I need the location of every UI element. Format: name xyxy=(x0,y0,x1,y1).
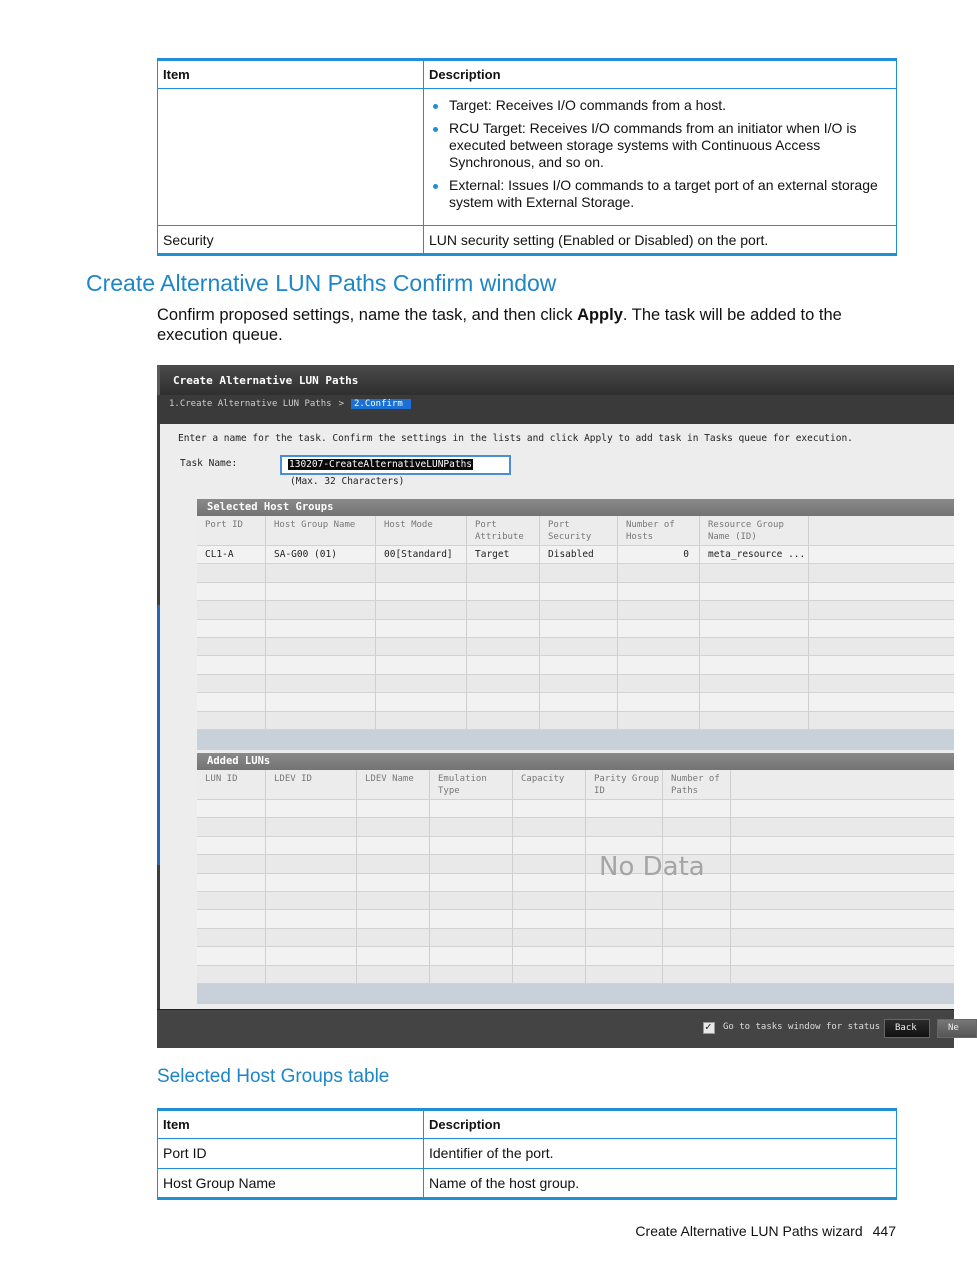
column-header-filler xyxy=(809,516,954,545)
item-cell xyxy=(158,89,424,226)
table-header-row xyxy=(197,516,954,546)
item-header: Item xyxy=(158,60,424,89)
description-header: Description xyxy=(424,60,897,89)
host-groups-table xyxy=(197,516,954,750)
added-luns-table xyxy=(197,770,954,1004)
column-header-resource-group[interactable]: Resource Group Name (ID) xyxy=(700,516,809,545)
breadcrumb-step-1[interactable]: 1.Create Alternative LUN Paths xyxy=(169,399,332,409)
page-footer xyxy=(635,1223,896,1239)
empty-row xyxy=(197,620,954,638)
cell-host-mode: 00[Standard] xyxy=(376,546,467,563)
column-header-number-of-paths[interactable]: Number of Paths xyxy=(663,770,731,799)
description-cell: Identifier of the port. xyxy=(424,1139,897,1169)
instruction-text: Enter a name for the task. Confirm the settings in the lists and click Apply to add task in Tasks queue for execution. xyxy=(178,433,853,444)
empty-row xyxy=(197,966,954,984)
column-header-lun-id[interactable]: LUN ID xyxy=(197,770,266,799)
empty-row xyxy=(197,874,954,892)
list-item: Target: Receives I/O commands from a host. xyxy=(449,97,891,114)
task-name-input[interactable] xyxy=(280,455,511,475)
table-row[interactable] xyxy=(197,546,954,564)
table-header-row xyxy=(197,770,954,800)
cell-filler xyxy=(809,546,954,563)
footer-title: Create Alternative LUN Paths wizard xyxy=(635,1223,863,1239)
table-row xyxy=(158,226,897,255)
column-header-filler xyxy=(731,770,954,799)
empty-row xyxy=(197,564,954,582)
table-header-row xyxy=(158,1110,897,1139)
table-row xyxy=(158,89,897,226)
selected-host-groups-grid xyxy=(197,499,954,748)
column-header-host-group-name[interactable]: Host Group Name xyxy=(266,516,376,545)
empty-row xyxy=(197,693,954,711)
column-header-emulation-type[interactable]: Emulation Type xyxy=(430,770,513,799)
item-header: Item xyxy=(158,1110,424,1139)
list-item: RCU Target: Receives I/O commands from an initiator when I/O is executed between storage systems with Continuous Access Synchronous, and so on. xyxy=(449,120,891,171)
empty-row xyxy=(197,929,954,947)
back-button-label: Back xyxy=(895,1023,917,1033)
grid-title: Added LUNs xyxy=(197,753,954,770)
breadcrumb xyxy=(157,395,954,424)
cell-host-group-name: SA-G00 (01) xyxy=(266,546,376,563)
description-cell: LUN security setting (Enabled or Disabled) on the port. xyxy=(424,226,897,255)
empty-row xyxy=(197,892,954,910)
max-chars-hint: (Max. 32 Characters) xyxy=(290,476,405,487)
empty-row xyxy=(197,583,954,601)
go-to-tasks-label: Go to tasks window for status xyxy=(723,1022,881,1032)
empty-row xyxy=(197,910,954,928)
empty-row xyxy=(197,855,954,873)
intro-text: Confirm proposed settings, name the task, and then click xyxy=(157,306,578,324)
column-header-parity-group-id[interactable]: Parity Group ID xyxy=(586,770,663,799)
empty-row xyxy=(197,947,954,965)
empty-row xyxy=(197,712,954,730)
cell-number-of-hosts: 0 xyxy=(618,546,700,563)
table-row xyxy=(158,1139,897,1169)
cell-port-security: Disabled xyxy=(540,546,618,563)
table-row xyxy=(158,1169,897,1199)
column-header-number-of-hosts[interactable]: Number of Hosts xyxy=(618,516,700,545)
intro-text-end: . The task will be added to the execution queue. xyxy=(157,306,842,344)
next-button[interactable] xyxy=(937,1019,977,1038)
item-cell: Security xyxy=(158,226,424,255)
column-header-port-id[interactable]: Port ID xyxy=(197,516,266,545)
column-header-ldev-name[interactable]: LDEV Name xyxy=(357,770,430,799)
cell-port-attribute: Target xyxy=(467,546,540,563)
column-header-port-security[interactable]: Port Security xyxy=(540,516,618,545)
top-description-table xyxy=(157,58,897,256)
breadcrumb-separator: > xyxy=(338,399,344,409)
host-groups-rows xyxy=(197,546,954,730)
empty-row xyxy=(197,601,954,619)
cell-port-id: CL1-A xyxy=(197,546,266,563)
description-header: Description xyxy=(424,1110,897,1139)
window-content xyxy=(160,424,954,1009)
description-cell: Name of the host group. xyxy=(424,1169,897,1199)
empty-row xyxy=(197,837,954,855)
grid-title: Selected Host Groups xyxy=(197,499,954,516)
grid-footer xyxy=(197,730,954,750)
added-luns-rows xyxy=(197,800,954,984)
column-header-port-attribute[interactable]: Port Attribute xyxy=(467,516,540,545)
added-luns-grid xyxy=(197,753,954,1000)
next-button-label: Ne xyxy=(948,1023,959,1033)
column-header-capacity[interactable]: Capacity xyxy=(513,770,586,799)
host-groups-description-table xyxy=(157,1108,897,1200)
grid-footer xyxy=(197,984,954,1004)
breadcrumb-step-2: 2.Confirm xyxy=(351,399,411,409)
column-header-host-mode[interactable]: Host Mode xyxy=(376,516,467,545)
item-cell: Host Group Name xyxy=(158,1169,424,1199)
description-cell xyxy=(424,89,897,226)
empty-row xyxy=(197,818,954,836)
page-number: 447 xyxy=(872,1223,896,1239)
empty-row xyxy=(197,800,954,818)
table-header-row xyxy=(158,60,897,89)
column-header-ldev-id[interactable]: LDEV ID xyxy=(266,770,357,799)
cell-resource-group: meta_resource ... xyxy=(700,546,809,563)
empty-row xyxy=(197,638,954,656)
intro-paragraph xyxy=(157,305,897,345)
task-name-label: Task Name: xyxy=(180,458,238,469)
no-data-message: No Data xyxy=(599,852,705,882)
window-title: Create Alternative LUN Paths xyxy=(157,365,954,395)
list-item: External: Issues I/O commands to a target port of an external storage system with External Storage. xyxy=(449,177,891,211)
apply-emphasis: Apply xyxy=(577,306,623,324)
empty-row xyxy=(197,675,954,693)
go-to-tasks-checkbox[interactable] xyxy=(703,1022,715,1034)
empty-row xyxy=(197,656,954,674)
window-button-bar xyxy=(157,1009,959,1048)
item-cell: Port ID xyxy=(158,1139,424,1169)
bullet-list xyxy=(429,97,891,211)
task-name-value: 130207-CreateAlternativeLUNPaths xyxy=(289,459,473,470)
back-button[interactable] xyxy=(884,1019,930,1038)
section-heading: Create Alternative LUN Paths Confirm window xyxy=(86,270,557,296)
subsection-heading: Selected Host Groups table xyxy=(157,1066,390,1087)
confirm-window-screenshot xyxy=(157,365,959,1048)
